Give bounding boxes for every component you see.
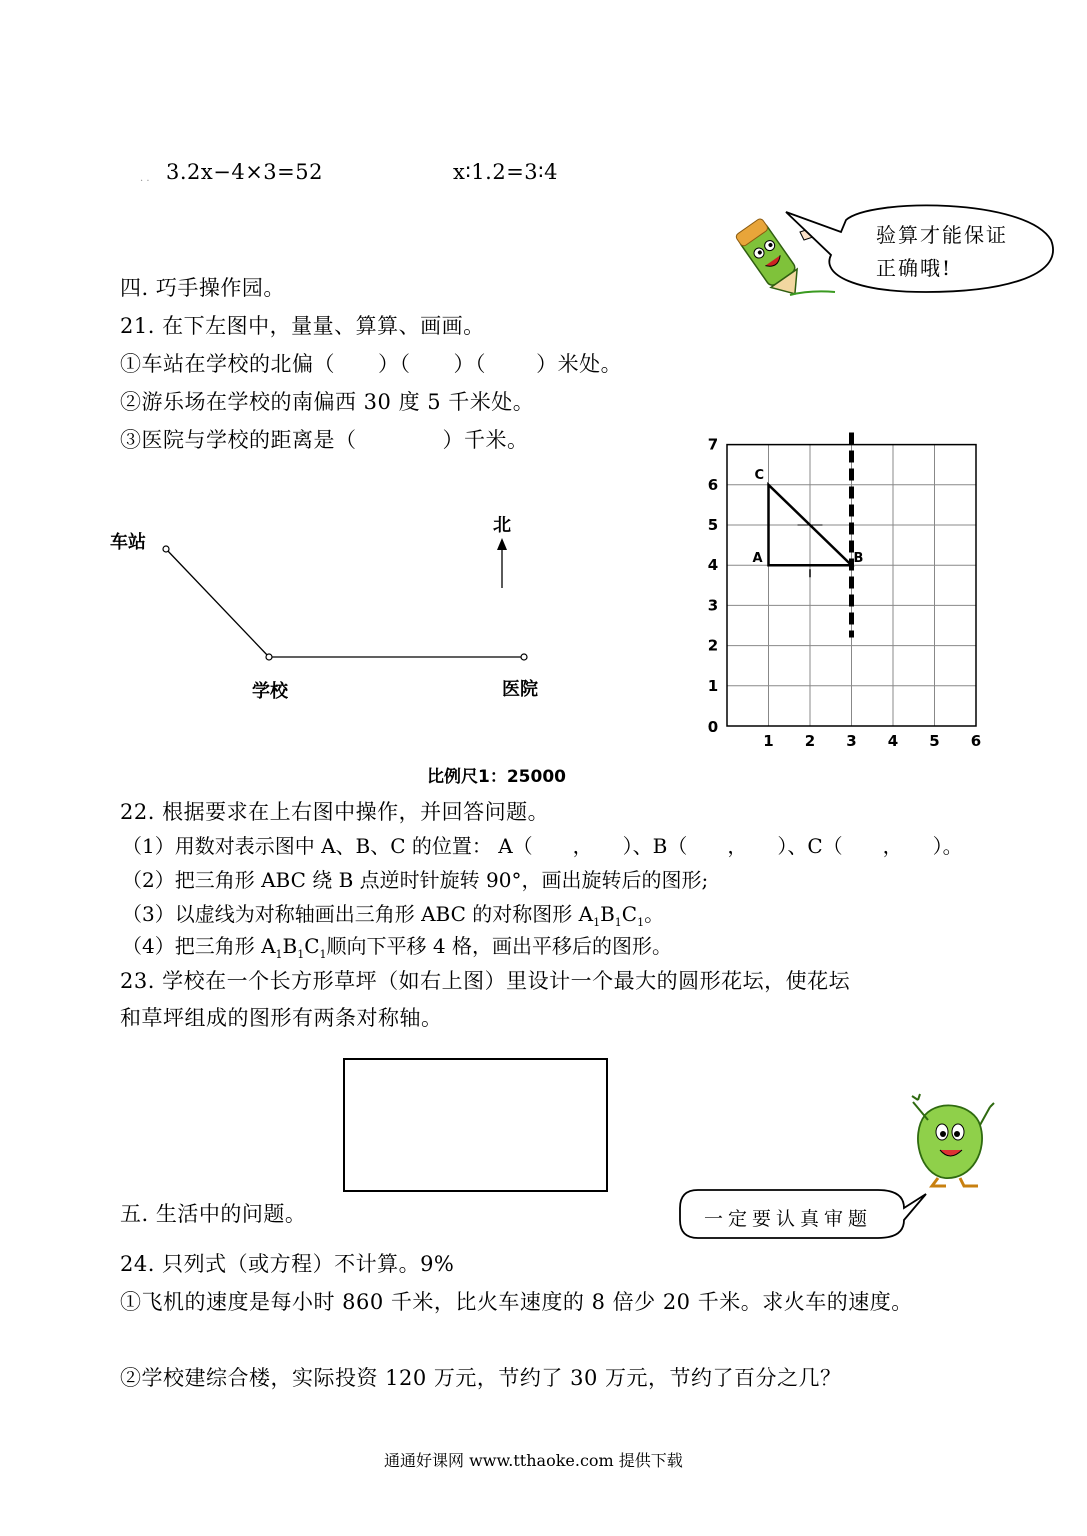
x-tick-label: 2 <box>804 732 816 750</box>
coordinate-grid <box>700 430 1000 760</box>
bubble-1-line2: 正确哦! <box>876 256 953 280</box>
point-label-b: B <box>853 551 864 567</box>
q21-title: 21. 在下左图中，量量、算算、画画。 <box>120 314 485 338</box>
bean-character-icon <box>900 1090 1000 1190</box>
station-point <box>163 546 169 552</box>
y-tick-label: 7 <box>707 435 719 454</box>
sub-1: 1 <box>319 948 327 961</box>
x-tick-label: 0 <box>707 718 719 736</box>
x-tick-label: 5 <box>929 732 940 750</box>
y-tick-label: 5 <box>707 516 719 534</box>
q22-item4-end: 顺向下平移 4 格，画出平移后的图形。 <box>326 934 672 958</box>
sub-b: B <box>282 934 298 958</box>
sub-1: 1 <box>637 916 645 929</box>
q21-item3: ③医院与学校的距离是（ ）千米。 <box>120 428 529 452</box>
sub-c: C <box>621 902 638 926</box>
equation-1: 3.2x−4×3=52 <box>166 160 323 184</box>
q22-item3-end: 。 <box>644 902 665 926</box>
q21-item2: ②游乐场在学校的南偏西 30 度 5 千米处。 <box>120 390 535 414</box>
y-tick-label: 4 <box>707 556 719 575</box>
q22-item2: （2）把三角形 ABC 绕 B 点逆时针旋转 90°，画出旋转后的图形; <box>122 868 709 892</box>
q22-item4-text: （4）把三角形 A <box>122 934 276 958</box>
x-tick-label: 3 <box>846 732 857 750</box>
x-tick-label: 4 <box>887 732 899 750</box>
q22-item4 <box>122 930 672 961</box>
label-hospital: 医院 <box>502 679 538 700</box>
sub-1: 1 <box>297 948 305 961</box>
q22-item3 <box>122 898 664 929</box>
y-tick-label: 2 <box>707 636 719 655</box>
footer-text: 通通好课网 www.tthaoke.com 提供下载 <box>384 1451 683 1470</box>
q23-line1: 23. 学校在一个长方形草坪（如右上图）里设计一个最大的圆形花坛，使花坛 <box>120 969 851 993</box>
section-5-title: 五. 生活中的问题。 <box>120 1202 307 1226</box>
q21-item1: ①车站在学校的北偏（ ）（ ）（ ）米处。 <box>120 352 623 376</box>
sub-1: 1 <box>593 916 601 929</box>
label-north: 北 <box>493 515 511 536</box>
sub-b: B <box>600 902 615 926</box>
bubble-2-text: 一定要认真审题 <box>704 1208 873 1230</box>
lawn-rectangle <box>343 1058 608 1192</box>
map-scale: 比例尺1：25000 <box>427 767 566 787</box>
q24-title: 24. 只列式（或方程）不计算。9% <box>120 1252 455 1276</box>
y-tick-label: 3 <box>707 596 719 615</box>
y-tick-label: 6 <box>707 475 719 494</box>
q22-item1: （1）用数对表示图中 A、B、C 的位置： A（ ， ）、B（ ， ）、C（ ， ）。 <box>122 834 963 858</box>
q22-item3-text: （3）以虚线为对称轴画出三角形 ABC 的对称图形 A <box>122 902 594 926</box>
sub-1: 1 <box>275 948 283 961</box>
sub-c: C <box>304 934 320 958</box>
q24-item1: ①飞机的速度是每小时 860 千米，比火车速度的 8 倍少 20 千米。求火车的速度。 <box>120 1290 913 1314</box>
point-label-c: C <box>754 467 765 483</box>
q23-line2: 和草坪组成的图形有两条对称轴。 <box>120 1006 443 1030</box>
y-tick-label: 1 <box>707 676 719 695</box>
faint-dots: · · <box>140 176 150 187</box>
sub-1: 1 <box>614 916 622 929</box>
bubble-1-line1: 验算才能保证 <box>876 223 1008 247</box>
label-station: 车站 <box>110 532 146 553</box>
section-4-title: 四. 巧手操作园。 <box>120 276 285 300</box>
q22-title: 22. 根据要求在上右图中操作，并回答问题。 <box>120 800 550 824</box>
x-tick-label: 6 <box>970 732 982 750</box>
q24-item2: ②学校建综合楼，实际投资 120 万元，节约了 30 万元，节约了百分之几？ <box>120 1366 842 1390</box>
equation-2: x∶1.2=3∶4 <box>453 160 558 184</box>
label-school: 学校 <box>252 681 288 702</box>
hospital-point <box>521 654 527 660</box>
speech-bubble-1 <box>776 200 1060 296</box>
x-tick-label: 1 <box>763 732 774 750</box>
line-station-school <box>166 549 269 657</box>
school-point <box>266 654 272 660</box>
point-label-a: A <box>752 551 763 567</box>
